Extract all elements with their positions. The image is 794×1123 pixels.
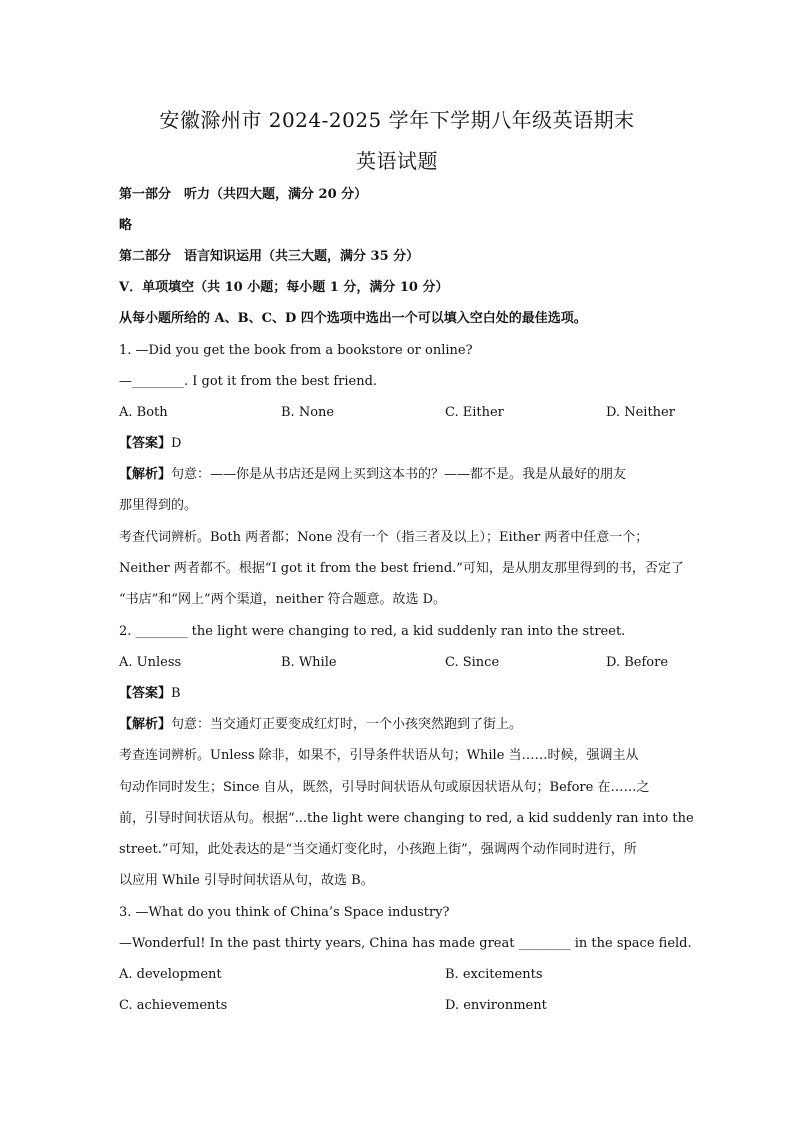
q2-analysis-line: 以应用 While 引导时间状语从句，故选 B。 xyxy=(119,873,374,888)
q1-option-a: A. Both xyxy=(119,405,168,420)
q2-option-c: C. Since xyxy=(445,655,500,670)
analysis-tag: 【解析】 xyxy=(119,717,172,732)
q1-analysis-line: 考查代词辨析。Both 两者都；None 没有一个（指三者及以上）；Either 两者中任意一个； xyxy=(119,530,649,545)
q3-reply: —Wonderful! In the past thirty years, China has made great ________ in the space field. xyxy=(119,936,692,951)
section-heading: V．单项填空（共 10 小题；每小题 1 分，满分 10 分） xyxy=(119,280,449,295)
q2-option-a: A. Unless xyxy=(119,655,182,670)
answer-tag: 【答案】 xyxy=(119,686,172,701)
q1-option-c: C. Either xyxy=(445,405,504,420)
q1-option-d: D. Neither xyxy=(606,405,675,420)
q1-stem: 1. —Did you get the book from a bookstore or online? xyxy=(119,343,473,358)
q1-analysis-line: “书店”和“网上”两个渠道，neither 符合题意。故选 D。 xyxy=(119,592,446,607)
analysis-text: 句意：当交通灯正要变成红灯时，一个小孩突然跑到了街上。 xyxy=(171,717,523,732)
q1-reply: —________. I got it from the best friend. xyxy=(119,374,378,389)
q2-option-d: D. Before xyxy=(606,655,669,670)
q2-stem: 2. ________ the light were changing to red, a kid suddenly ran into the street. xyxy=(119,624,626,639)
q2-answer xyxy=(119,685,679,703)
answer-value: D xyxy=(171,436,182,451)
q2-analysis-line xyxy=(119,716,679,734)
answer-value: B xyxy=(171,686,181,701)
q1-analysis-line xyxy=(119,466,679,484)
q2-analysis-line: 考查连词辨析。Unless 除非，如果不，引导条件状语从句；While 当……时候，强调主从 xyxy=(119,748,639,763)
part2-heading: 第二部分 语言知识运用（共三大题，满分 35 分） xyxy=(119,249,420,264)
q3-option-c: C. achievements xyxy=(119,998,228,1013)
q2-option-b: B. While xyxy=(281,655,337,670)
analysis-text: 句意：——你是从书店还是网上买到这本书的？——都不是。我是从最好的朋友 xyxy=(171,467,627,482)
q3-option-a: A. development xyxy=(119,967,222,982)
q3-option-d: D. environment xyxy=(445,998,547,1013)
q1-analysis-line: 那里得到的。 xyxy=(119,498,198,513)
answer-tag: 【答案】 xyxy=(119,436,172,451)
q1-option-b: B. None xyxy=(281,405,335,420)
q2-analysis-line: 前，引导时间状语从句。根据“...the light were changing to red, a kid suddenly ran into the xyxy=(119,811,694,826)
section-instruction: 从每小题所给的 A、B、C、D 四个选项中选出一个可以填入空白处的最佳选项。 xyxy=(119,311,587,326)
exam-title: 安徽滁州市 2024-2025 学年下学期八年级英语期末 xyxy=(159,108,635,132)
exam-subtitle: 英语试题 xyxy=(356,149,438,173)
analysis-tag: 【解析】 xyxy=(119,467,172,482)
part1-heading: 第一部分 听力（共四大题，满分 20 分） xyxy=(119,187,368,202)
q1-analysis-line: Neither 两者都不。根据“I got it from the best friend.”可知，是从朋友那里得到的书，否定了 xyxy=(119,561,684,576)
part1-omitted: 略 xyxy=(119,218,133,233)
q3-stem: 3. —What do you think of China’s Space industry? xyxy=(119,905,450,920)
q3-option-b: B. excitements xyxy=(445,967,543,982)
q1-answer xyxy=(119,435,679,453)
q2-analysis-line: street.”可知，此处表达的是“当交通灯变化时，小孩跑上街”，强调两个动作同时进行，所 xyxy=(119,842,637,857)
q2-analysis-line: 句动作同时发生；Since 自从，既然，引导时间状语从句或原因状语从句；Before 在……之 xyxy=(119,780,650,795)
